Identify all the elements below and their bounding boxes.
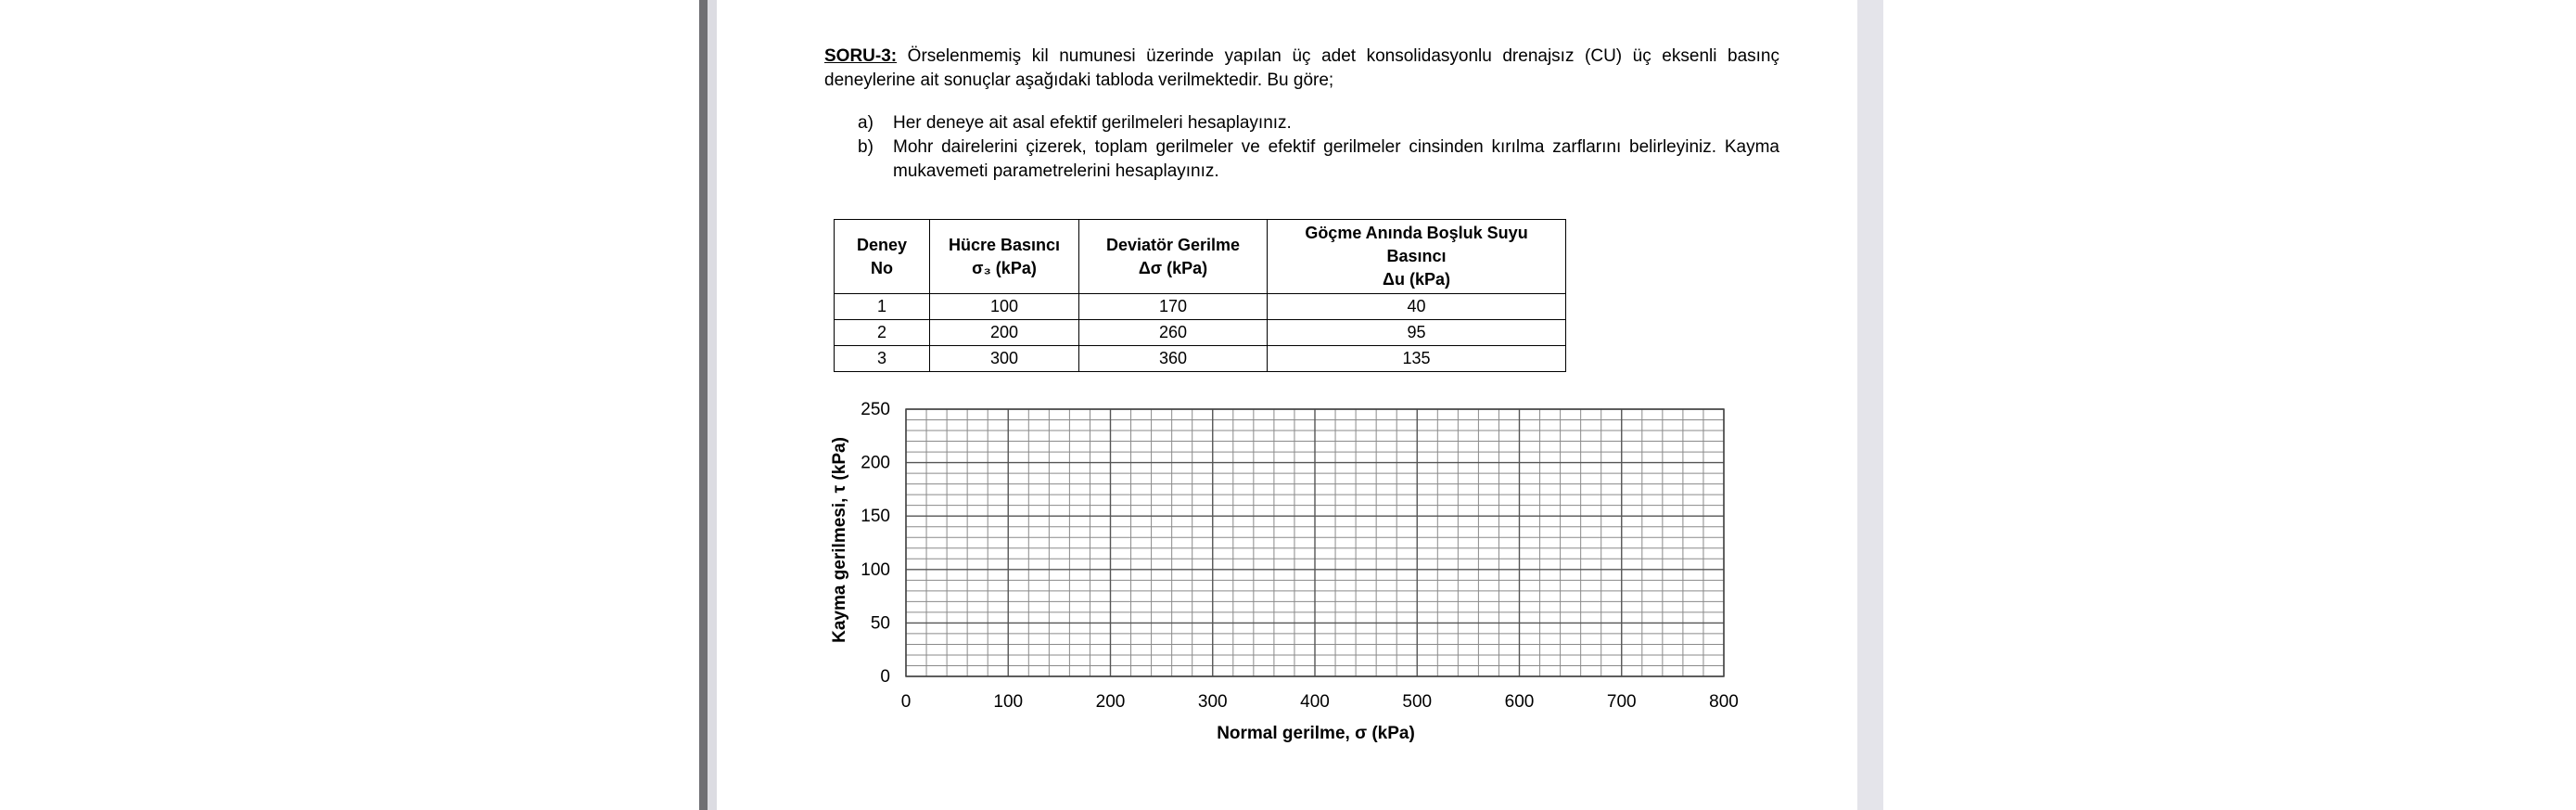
table-cell: 260: [1079, 320, 1268, 346]
table-cell: 40: [1268, 294, 1566, 320]
x-tick-label: 600: [1504, 692, 1535, 712]
table-cell: 135: [1268, 346, 1566, 372]
document-page: [717, 0, 1857, 810]
y-tick-label: 100: [861, 559, 890, 580]
header-deviator-stress: Deviatör Gerilme Δσ (kPa): [1079, 220, 1268, 294]
y-tick-label: 250: [861, 400, 890, 419]
y-axis-label: Kayma gerilmesi, τ (kPa): [830, 437, 849, 643]
x-tick-label: 200: [1095, 692, 1126, 712]
x-tick-label: 0: [900, 692, 912, 712]
table-cell: 1: [835, 294, 930, 320]
sub-question-marker: b): [858, 137, 874, 157]
table-cell: 3: [835, 346, 930, 372]
question-label: SORU-3:: [824, 46, 898, 66]
viewer-left-border: [699, 0, 708, 810]
x-tick-label: 500: [1402, 692, 1433, 712]
page-left-shadow: [708, 0, 717, 810]
header-test-no: Deney No: [835, 220, 930, 294]
y-tick-label: 50: [870, 613, 890, 634]
sub-question-marker: a): [858, 113, 874, 133]
sub-question-text: Her deneye ait asal efektif gerilmeleri hesaplayınız.: [893, 113, 1292, 133]
x-tick-label: 700: [1606, 692, 1637, 712]
y-tick-label: 0: [880, 667, 890, 687]
x-axis-label: Normal gerilme, σ (kPa): [1217, 724, 1415, 743]
page-right-shadow: [1857, 0, 1883, 810]
mohr-circle-grid-chart: [717, 0, 1857, 810]
table-cell: 300: [930, 346, 1079, 372]
x-tick-label: 800: [1709, 692, 1739, 712]
table-cell: 360: [1079, 346, 1268, 372]
table-cell: 95: [1268, 320, 1566, 346]
table-cell: 2: [835, 320, 930, 346]
table-cell: 200: [930, 320, 1079, 346]
x-tick-label: 300: [1197, 692, 1228, 712]
question-text: Örselenmemiş kil numunesi üzerinde yapılan üç adet konsolidasyonlu drenajsız (CU) üç eksenli basınç deneylerine ait sonuçlar aşağıdaki tabloda verilmektedir. Bu göre;: [824, 46, 1779, 90]
y-axis-tick-labels: [861, 400, 890, 687]
header-cell-pressure: Hücre Basıncı σ₃ (kPa): [930, 220, 1079, 294]
y-tick-label: 200: [861, 453, 890, 473]
x-tick-label: 400: [1300, 692, 1330, 712]
sub-question-text: Mohr dairelerini çizerek, toplam gerilmeler ve efektif gerilmeler cinsinden kırılma zarflarını belirleyiniz. Kayma mukavemeti parametrelerini hesaplayınız.: [893, 137, 1779, 181]
y-tick-label: 150: [861, 507, 890, 527]
header-pore-pressure: Göçme Anında Boşluk Suyu Basıncı Δu (kPa): [1268, 220, 1566, 294]
x-tick-label: 100: [993, 692, 1024, 712]
table-cell: 100: [930, 294, 1079, 320]
x-axis-tick-labels: [901, 692, 1739, 712]
table-cell: 170: [1079, 294, 1268, 320]
